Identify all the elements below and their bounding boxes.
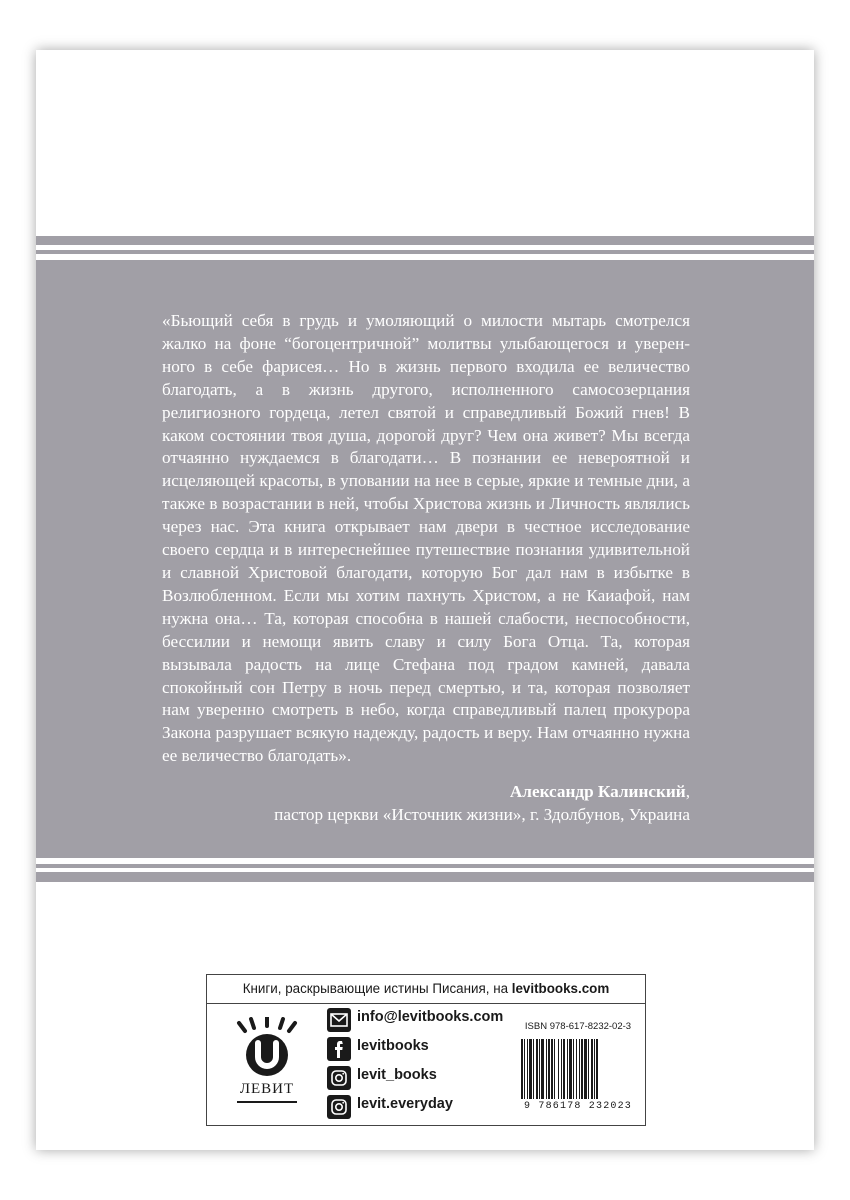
barcode-bar	[569, 1039, 572, 1099]
logo-underline	[237, 1101, 297, 1103]
barcode-bar	[588, 1039, 589, 1099]
isbn-label: ISBN 978-617-8232-02-3	[524, 1021, 632, 1032]
facebook-icon	[327, 1037, 351, 1061]
barcode-bar	[548, 1039, 550, 1099]
instagram-books-text: levit_books	[357, 1067, 437, 1083]
author-role: пастор церкви «Источник жизни», г. Здолбунов, Украина	[274, 804, 690, 824]
barcode-bar	[596, 1039, 598, 1099]
mail-icon	[327, 1008, 351, 1032]
contact-instagram-books[interactable]	[327, 1066, 517, 1090]
barcode-bar	[546, 1039, 547, 1099]
contact-facebook[interactable]	[327, 1037, 517, 1061]
barcode-bar	[551, 1039, 553, 1099]
barcode-bar	[539, 1039, 540, 1099]
top-stripe-thick	[36, 236, 814, 245]
barcode-bar	[561, 1039, 562, 1099]
author-comma: ,	[685, 782, 690, 801]
barcode-bar	[579, 1039, 580, 1099]
barcode-bar	[521, 1039, 523, 1099]
barcode-bar	[594, 1039, 595, 1099]
tagline-site: levitbooks.com	[511, 981, 610, 996]
barcode-bar	[536, 1039, 538, 1099]
barcode-bar	[573, 1039, 574, 1099]
top-stripe-thin	[36, 250, 814, 254]
barcode-bar	[524, 1039, 525, 1099]
levit-logo	[231, 1017, 303, 1103]
quote-panel	[36, 260, 814, 858]
barcode-bar	[533, 1039, 534, 1099]
barcode-bar	[591, 1039, 593, 1099]
quote-text: «Бьющий себя в грудь и умоляющий о милости мытарь смотрелся жалко на фоне “богоцентричной” молитвы улыбающегося и уверенного в себе фарисея… Но в жизнь первого входила ее величество благодать, а в жизнь другого, исполненного самосозерцания религиозного гордеца, летел святой и справедливый Божий гнев! В каком состоянии твоя душа, дорогой друг? Чем она живет? Мы всегда отчаянно нуждаемся в благодати… В познании ее невероятной и исцеляющей красоты, в уповании на нее в серые, яркие и темные дни, а также в возрастании в ней, чтобы Христова жизнь и Личность являлись через нас. Эта книга открывает нам двери в честное исследование своего сердца и в интереснейшее путешествие познания удивительной и славной Христовой благодати, которую Бог дал нам в избытке в Возлюбленном. Если мы хотим пахнуть Христом, а не Каиафой, нам нужна она… Та, которая способна в нашей слабости, неспособности, бессилии и немощи явить славу и силу Бога Отца. Та, которая вызывала радость на лице Стефана под градом камней, давала спокойный сон Петру в ночь перед смертью, и та, которая позволяет нам уверенно смотреть в небо, когда справедливый палец прокурора Закона разрушает всякую надежду, радость и веру. Нам отчаянно нужна ее величество благодать».	[162, 311, 690, 766]
isbn-barcode	[517, 1021, 639, 1119]
barcode-digits: 9 786178 232023	[523, 1101, 632, 1112]
bottom-stripe-thin	[36, 864, 814, 868]
instagram-icon	[327, 1066, 351, 1090]
barcode-bar	[541, 1039, 544, 1099]
barcode-bar	[529, 1039, 532, 1099]
instagram-icon	[327, 1095, 351, 1119]
contact-email[interactable]	[327, 1008, 517, 1032]
logo-wordmark: ЛЕВИТ	[239, 1081, 295, 1097]
tagline-text: Книги, раскрывающие истины Писания, на	[242, 981, 512, 996]
barcode-bar	[567, 1039, 568, 1099]
quote-attribution	[162, 781, 690, 827]
facebook-text: levitbooks	[357, 1038, 429, 1054]
levit-logo-icon	[231, 1017, 303, 1079]
publisher-tagline	[207, 975, 645, 1004]
barcode-bar	[527, 1039, 528, 1099]
barcode-bar	[581, 1039, 583, 1099]
book-back-cover	[36, 50, 814, 1150]
instagram-everyday-text: levit.everyday	[357, 1096, 453, 1112]
barcode-bar	[554, 1039, 555, 1099]
barcode-bar	[563, 1039, 565, 1099]
publisher-info-box	[206, 974, 646, 1126]
author-name: Александр Калинский	[509, 782, 686, 801]
bottom-stripe-thick	[36, 872, 814, 882]
barcode-bars	[521, 1039, 635, 1099]
barcode-bar	[576, 1039, 577, 1099]
contact-instagram-everyday[interactable]	[327, 1095, 517, 1119]
barcode-bar	[584, 1039, 587, 1099]
barcode-bar	[558, 1039, 559, 1099]
email-text: info@levitbooks.com	[357, 1009, 504, 1025]
